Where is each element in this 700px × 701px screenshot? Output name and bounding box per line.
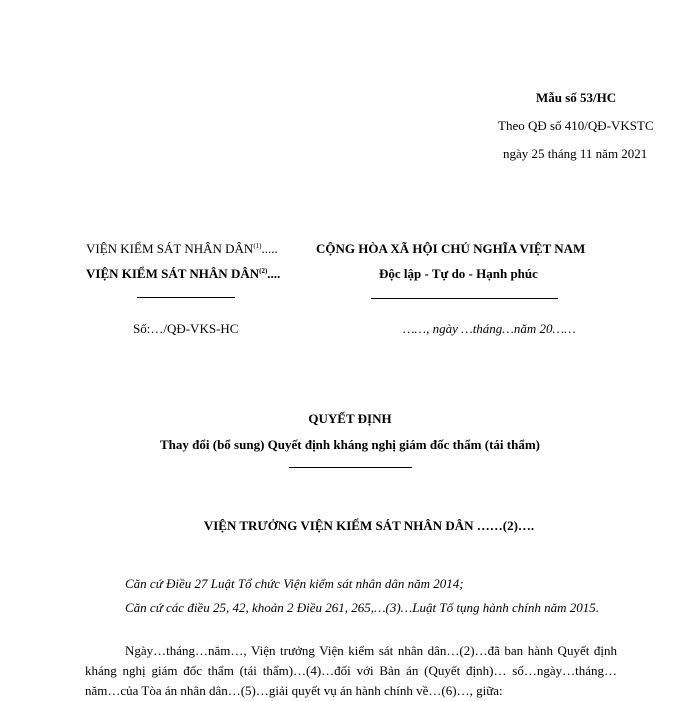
body-paragraph: Ngày…tháng…năm…, Viện trưởng Viện kiểm sát nhân dân…(2)…đã ban hành Quyết định kháng nghị giám đốc thẩm (tái thẩm)…(4)…đối với Bản án (Quyết định)… số…ngày…tháng…năm…của Tòa án nhân dân…(5)…giải quyết vụ án hành chính về…(6)…, giữa:: [85, 643, 617, 698]
agency-line-1: [86, 241, 278, 257]
agency-line-2-tail: ....: [267, 266, 281, 281]
legal-basis-2: Căn cứ các điều 25, 42, khoản 2 Điều 261, 265,…(3)…Luật Tố tụng hành chính năm 2015.: [125, 600, 599, 615]
national-motto: Độc lập - Tự do - Hạnh phúc: [379, 266, 538, 281]
agency-line-2-text: VIỆN KIỂM SÁT NHÂN DÂN: [86, 266, 260, 281]
left-header-rule: [137, 297, 235, 298]
decision-title: QUYẾT ĐỊNH: [308, 411, 392, 426]
form-code: Mẫu số 53/HC: [536, 90, 617, 105]
right-header-rule: [371, 298, 558, 299]
decision-subtitle: Thay đổi (bổ sung) Quyết định kháng nghị giám đốc thẩm (tái thẩm): [160, 437, 540, 452]
decision-date: ngày 25 tháng 11 năm 2021: [503, 146, 648, 161]
country-name: CỘNG HÒA XÃ HỘI CHỦ NGHĨA VIỆT NAM: [316, 241, 586, 256]
agency-line-1-tail: .....: [261, 241, 278, 256]
agency-line-2: [86, 266, 280, 282]
place-date: ……, ngày …tháng…năm 20……: [403, 321, 576, 336]
footnote-marker-1: (1): [253, 242, 262, 250]
document-number: Số:…/QĐ-VKS-HC: [133, 321, 239, 336]
legal-basis-1: Căn cứ Điều 27 Luật Tổ chức Viện kiểm sát nhân dân năm 2014;: [125, 576, 464, 591]
decision-reference: Theo QĐ số 410/QĐ-VKSTC: [498, 118, 654, 133]
agency-line-1-text: VIỆN KIỂM SÁT NHÂN DÂN: [86, 241, 254, 256]
issuing-authority: VIỆN TRƯỞNG VIỆN KIỂM SÁT NHÂN DÂN ……(2)….: [203, 518, 535, 533]
title-rule: [289, 467, 412, 468]
footnote-marker-2: (2): [259, 267, 268, 275]
